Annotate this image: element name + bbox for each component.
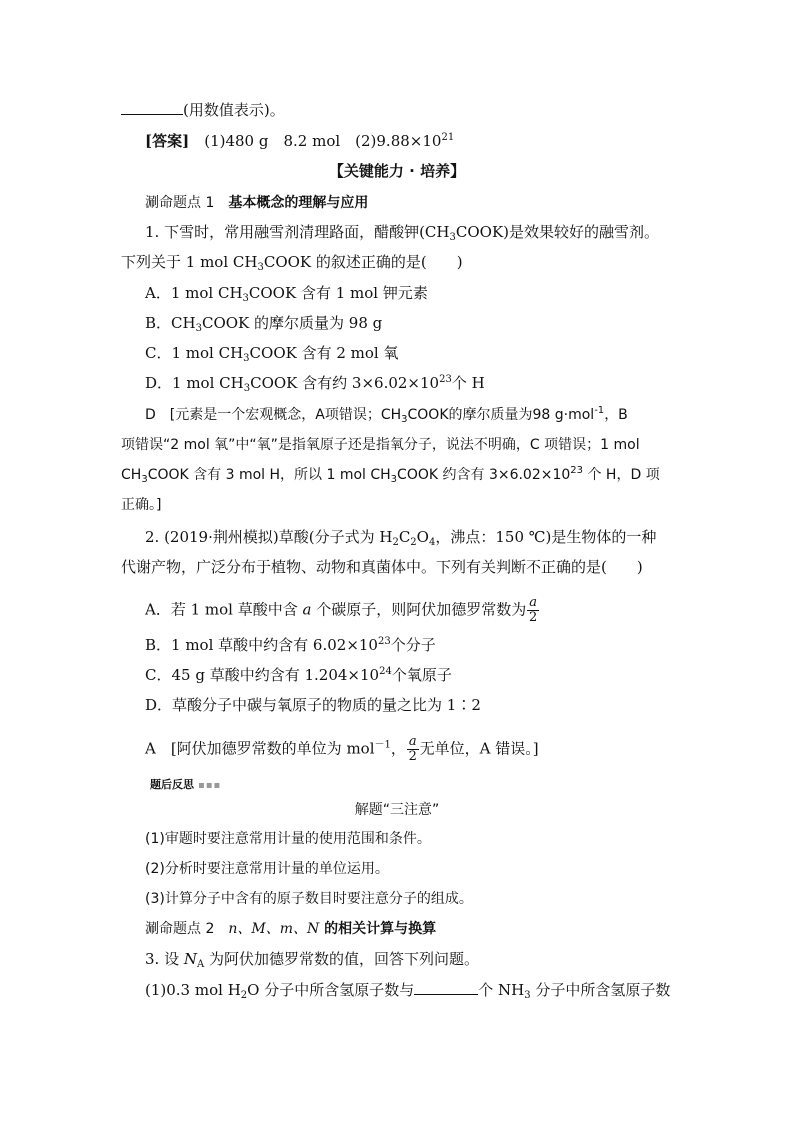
answer-tag: [答案] bbox=[145, 132, 190, 150]
q1-option-a: A．1 mol $CH_3COOK$ 含有 1 mol 钾元素 bbox=[145, 284, 428, 304]
q1-stem-line2: 下列关于 1 mol $CH_3COOK$ 的叙述正确的是( ) bbox=[121, 253, 463, 273]
q1-option-b: B．$CH_3COOK$ 的摩尔质量为 98 g bbox=[145, 314, 383, 334]
q3-part1: (1)0.3 mol $H_2O$ 分子中所含氢原子数与 个 $NH_3$ 分子中所含氢原子数 bbox=[145, 981, 671, 1001]
q2-option-d: D．草酸分子中碳与氧原子的物质的量之比为 1∶2 bbox=[145, 696, 481, 714]
reflection-item-3: (3)计算分子中含有的原子数目时要注意分子的组成。 bbox=[145, 891, 473, 907]
q1-stem-line1: 1. 下雪时，常用融雪剂清理路面，醋酸钾$(CH_3COOK)$是效果较好的融雪剂。 bbox=[145, 223, 660, 243]
reflection-item-2: (2)分析时要注意常用计量的单位运用。 bbox=[145, 861, 389, 877]
q2-option-b: B．1 mol 草酸中约含有 $6.02\times 10^{23}$个分子 bbox=[145, 636, 436, 654]
fill-blank bbox=[121, 100, 183, 115]
q3-stem: 3. 设 $N_A$ 为阿伏加德罗常数的值，回答下列问题。 bbox=[145, 950, 479, 970]
q2-option-c: C．45 g 草酸中约含有 $1.204\times 10^{24}$个氧原子 bbox=[145, 666, 452, 684]
dots-decoration: ▪▪▪ bbox=[198, 780, 222, 791]
q2-option-a: A．若 1 mol 草酸中含 a 个碳原子，则阿伏加德罗常数为 $\frac{a}{2}$ bbox=[145, 595, 538, 625]
q1-option-d: D．1 mol $CH_3COOK$ 含有约 $3\times 6.02\times 10^{23}$个 H bbox=[145, 374, 485, 394]
q1-option-c: C．1 mol $CH_3COOK$ 含有 2 mol 氧 bbox=[145, 344, 399, 364]
q2-solution: A [阿伏加德罗常数的单位为 mol$^{-1}$， $\frac{a}{2}$ 无单位，A 错误。] bbox=[145, 734, 539, 764]
reflection-item-1: (1)审题时要注意常用计量的使用范围和条件。 bbox=[145, 831, 431, 847]
reflection-title: 解题“三注意” bbox=[354, 802, 440, 818]
reflection-tag: 题后反思 ▪▪▪ bbox=[150, 773, 221, 796]
q1-solution-line4: 正确。] bbox=[121, 497, 162, 513]
fraction-a-over-2: $\frac{a}{2}$ bbox=[408, 734, 417, 764]
q2-stem-line2: 代谢产物，广泛分布于植物、动物和真菌体中。下列有关判断不正确的是( ) bbox=[121, 558, 643, 576]
point1-heading: 涮命题点 1 基本概念的理解与应用 bbox=[145, 195, 369, 211]
q1-solution-line1: D [元素是一个宏观概念，A项错误；$CH_3COOK$的摩尔质量为98 g·mol$^{-1}$，B bbox=[145, 405, 628, 425]
q1-solution-line3: $CH_3COOK$ 含有 3 mol H，所以 1 mol $CH_3COOK$ 约含有 $3\times 6.02\times 10^{23}$ 个 H，D 项 bbox=[121, 465, 660, 485]
q2-stem-line1: 2. (2019·荆州模拟)草酸(分子式为 $H_2C_2O_4$，沸点：150 ℃)是生物体的一种 bbox=[145, 528, 657, 548]
fill-blank bbox=[414, 980, 478, 995]
section-title: 【关键能力 · 培养】 bbox=[328, 162, 466, 180]
q1-solution-line2: 项错误“2 mol 氧”中“氧”是指氧原子还是指氧分子，说法不明确，C 项错误；1 mol bbox=[121, 437, 640, 453]
fraction-a-over-2: $\frac{a}{2}$ bbox=[528, 595, 538, 625]
point2-heading: 涮命题点 2 n、M、m、N 的相关计算与换算 bbox=[145, 921, 437, 937]
answer-blank-line: (用数值表示)。 bbox=[121, 100, 285, 120]
answer-line: [答案] (1)480 g 8.2 mol $(2)9.88\times 10^{21}$ bbox=[145, 132, 455, 150]
